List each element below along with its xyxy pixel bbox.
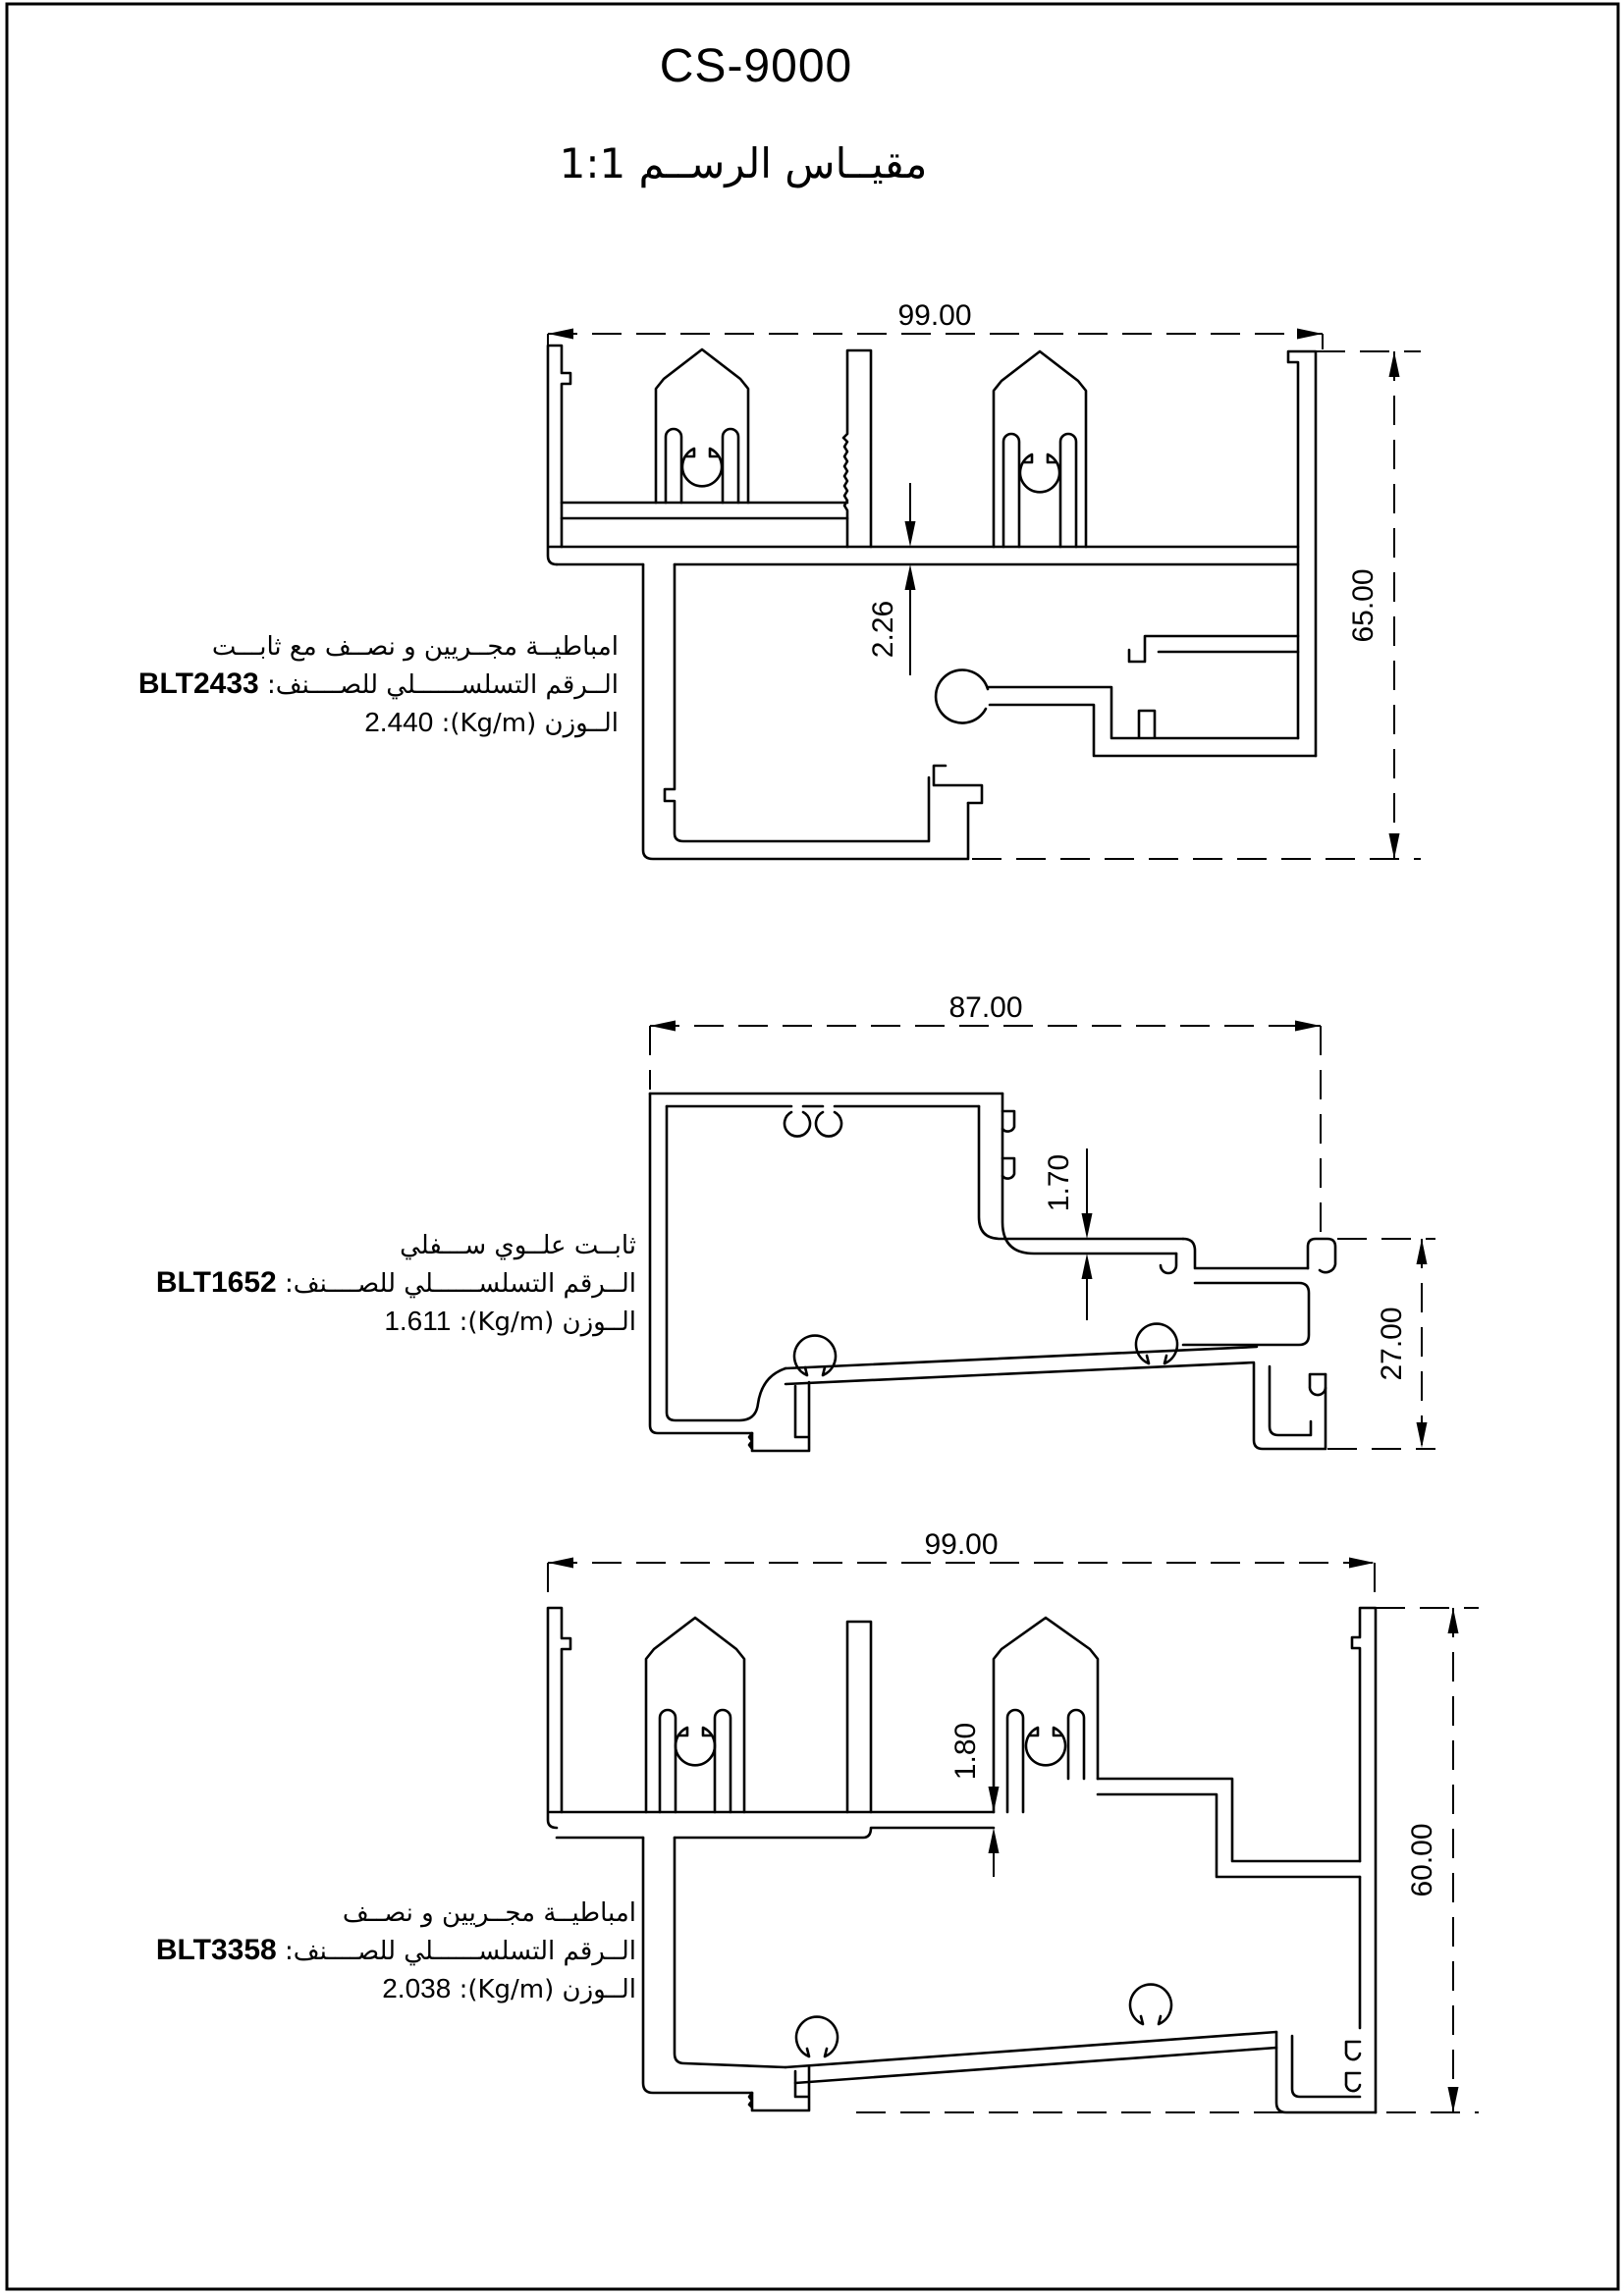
profile-description: امباطيــة مجــريين و نصــف مع ثابـــت [211, 632, 619, 662]
serial-value: BLT2433 [137, 667, 259, 700]
profile-outline [650, 1094, 1335, 1451]
dim-thickness-value: 2.26 [867, 600, 899, 659]
weight-label: الــوزن (Kg/m): [459, 1308, 636, 1337]
dim-height-value: 27.00 [1376, 1307, 1408, 1381]
dim-height-value: 60.00 [1406, 1823, 1438, 1897]
dim-thickness-value: 1.70 [1043, 1153, 1075, 1212]
weight-value: 2.038 [382, 1973, 452, 2003]
dim-thickness-value: 1.80 [949, 1722, 982, 1781]
drawing-blt1652 [650, 991, 1435, 1451]
weight-label: الــوزن (Kg/m): [441, 709, 619, 738]
weight-value: 1.611 [384, 1306, 452, 1336]
serial-value: BLT3358 [155, 1934, 277, 1966]
scale-note: مقيــاس الرســم 1:1 [559, 139, 928, 187]
drawing-blt2433 [548, 299, 1421, 859]
profile-outline [548, 346, 1316, 859]
profile-outline [548, 1608, 1376, 2112]
serial-label: الــرقم التسلســــــلي للصــــنف: [266, 670, 619, 700]
profile-description: امباطيــة مجــريين و نصــف [342, 1898, 636, 1928]
serial-label: الــرقم التسلســــــلي للصــــنف: [284, 1269, 636, 1299]
weight-value: 2.440 [364, 707, 434, 737]
serial-label: الــرقم التسلســــــلي للصــــنف: [284, 1937, 636, 1966]
dim-width-value: 87.00 [948, 991, 1023, 1024]
weight-label: الــوزن (Kg/m): [459, 1975, 636, 2004]
dim-width-value: 99.00 [924, 1528, 999, 1561]
dim-width-value: 99.00 [897, 299, 972, 332]
drawing-blt3358 [548, 1528, 1479, 2112]
page-title: CS-9000 [659, 40, 853, 92]
serial-value: BLT1652 [155, 1266, 277, 1299]
profile-description: ثابــت علــوي ســـفلي [400, 1231, 636, 1260]
dim-height-value: 65.00 [1347, 568, 1380, 643]
